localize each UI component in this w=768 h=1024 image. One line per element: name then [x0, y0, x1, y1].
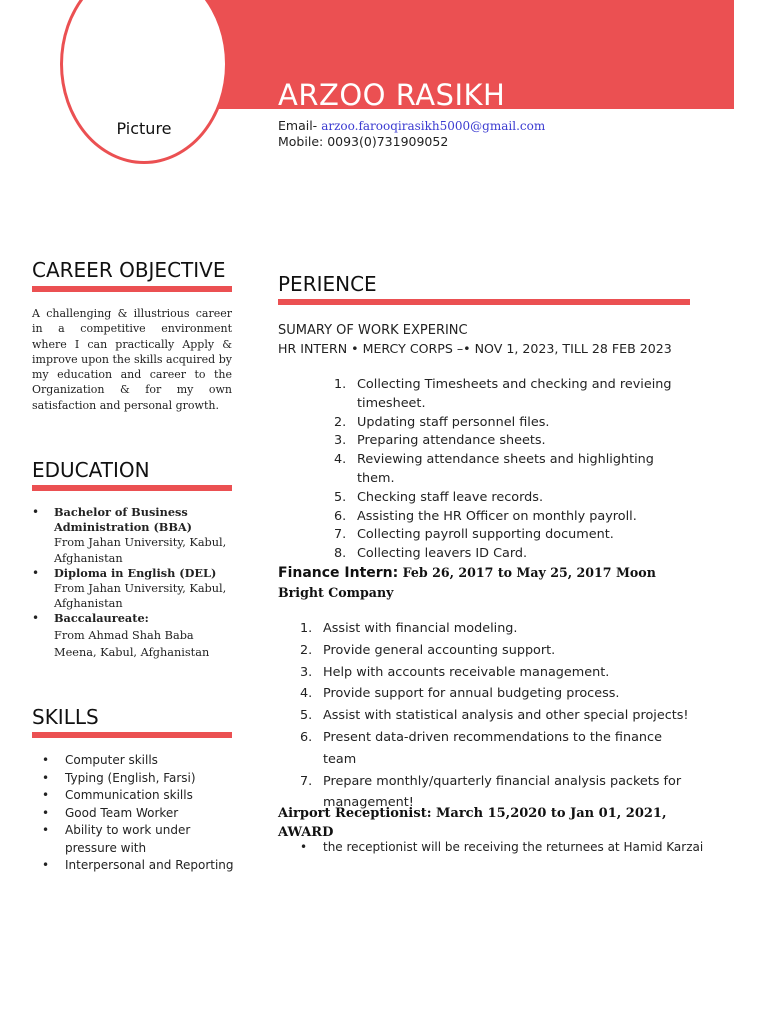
skill-item: • Communication skills — [42, 787, 242, 805]
education-detail: From Jahan University, Kabul, Afghanistan — [54, 582, 227, 611]
photo-label: Picture — [116, 119, 172, 138]
finance-task: 7. Prepare monthly/quarterly financial analysis packets for management! — [300, 773, 682, 811]
hr-task: 5. Checking staff leave records. — [334, 489, 544, 505]
skill-item: • Good Team Worker — [42, 805, 242, 823]
finance-task: 5. Assist with statistical analysis and other special projects! — [300, 708, 689, 724]
section-title-education: EDUCATION — [32, 458, 150, 482]
finance-task: 1. Assist with financial modeling. — [300, 621, 518, 636]
profile-photo-placeholder — [60, 0, 228, 164]
section-divider — [278, 299, 690, 305]
education-detail: From Ahmad Shah Baba Meena, Kabul, Afghanistan — [54, 628, 210, 659]
education-detail: From Jahan University, Kabul, Afghanistan — [54, 536, 227, 565]
airport-task-list — [300, 840, 703, 854]
skill-item: • Typing (English, Farsi) — [42, 770, 242, 788]
section-title-experience: PERIENCE — [278, 272, 377, 296]
experience-summary-title: SUMARY OF WORK EXPERINC — [278, 323, 468, 338]
airport-task: • the receptionist will be receiving the returnees at Hamid Karzai — [300, 840, 703, 854]
candidate-name: ARZOO RASIKH — [278, 78, 506, 112]
skill-item: • Ability to work under pressure with — [42, 822, 242, 857]
education-degree: • Diploma in English (DEL) — [54, 565, 217, 580]
education-item — [32, 505, 237, 566]
education-item — [32, 566, 237, 612]
email-link[interactable]: arzoo.farooqirasikh5000@gmail.com — [321, 119, 546, 133]
finance-task: 4. Provide support for annual budgeting process. — [300, 686, 620, 702]
section-divider — [32, 286, 232, 292]
section-divider — [32, 485, 232, 491]
email-label: Email- — [278, 118, 318, 133]
finance-task-list — [300, 618, 695, 814]
section-title-skills: SKILLS — [32, 705, 99, 729]
education-item — [32, 611, 237, 660]
finance-task: 6. Present data-driven recommendations to the finance team — [300, 729, 662, 767]
education-list — [32, 505, 237, 661]
finance-role: Finance Intern: — [278, 565, 399, 581]
hr-task: 4. Reviewing attendance sheets and highlighting them. — [334, 452, 654, 486]
hr-task: 6. Assisting the HR Officer on monthly payroll. — [334, 508, 637, 524]
hr-task: 8. Collecting leavers ID Card. — [334, 546, 528, 562]
skill-item: • Interpersonal and Reporting — [42, 857, 242, 875]
mobile-line: Mobile: 0093(0)731909052 — [278, 134, 449, 149]
email-line — [278, 118, 545, 134]
hr-task: 3. Preparing attendance sheets. — [334, 433, 546, 449]
section-title-objective: CAREER OBJECTIVE — [32, 258, 226, 282]
section-divider — [32, 732, 232, 738]
hr-task-list — [334, 376, 687, 564]
airport-receptionist-heading: Airport Receptionist: March 15,2020 to Jan 01, 2021, AWARD — [278, 806, 667, 840]
skill-item: • Computer skills — [42, 752, 242, 770]
education-degree: • Bachelor of Business Administration (BBA) — [54, 505, 193, 535]
education-degree: • Baccalaureate: — [54, 611, 149, 626]
objective-text: A challenging & illustrious career in a competitive environment where I can practically Apply & improve upon the skills acquired by my education and career to the Organization & for my own satisfaction and personal growth. — [32, 307, 232, 412]
skills-list — [42, 752, 242, 875]
finance-task: 3. Help with accounts receivable management. — [300, 664, 610, 680]
finance-detail: Feb 26, 2017 to May 25, 2017 Moon Bright Company — [278, 565, 656, 600]
hr-task: 2. Updating staff personnel files. — [334, 414, 550, 430]
hr-task: 7. Collecting payroll supporting document. — [334, 527, 614, 543]
contact-info — [278, 118, 545, 150]
finance-intern-heading — [278, 563, 698, 603]
hr-intern-line: HR INTERN • MERCY CORPS –• NOV 1, 2023, TILL 28 FEB 2023 — [278, 341, 672, 356]
finance-task: 2. Provide general accounting support. — [300, 642, 556, 658]
hr-task: 1. Collecting Timesheets and checking and revieing timesheet. — [334, 377, 672, 411]
